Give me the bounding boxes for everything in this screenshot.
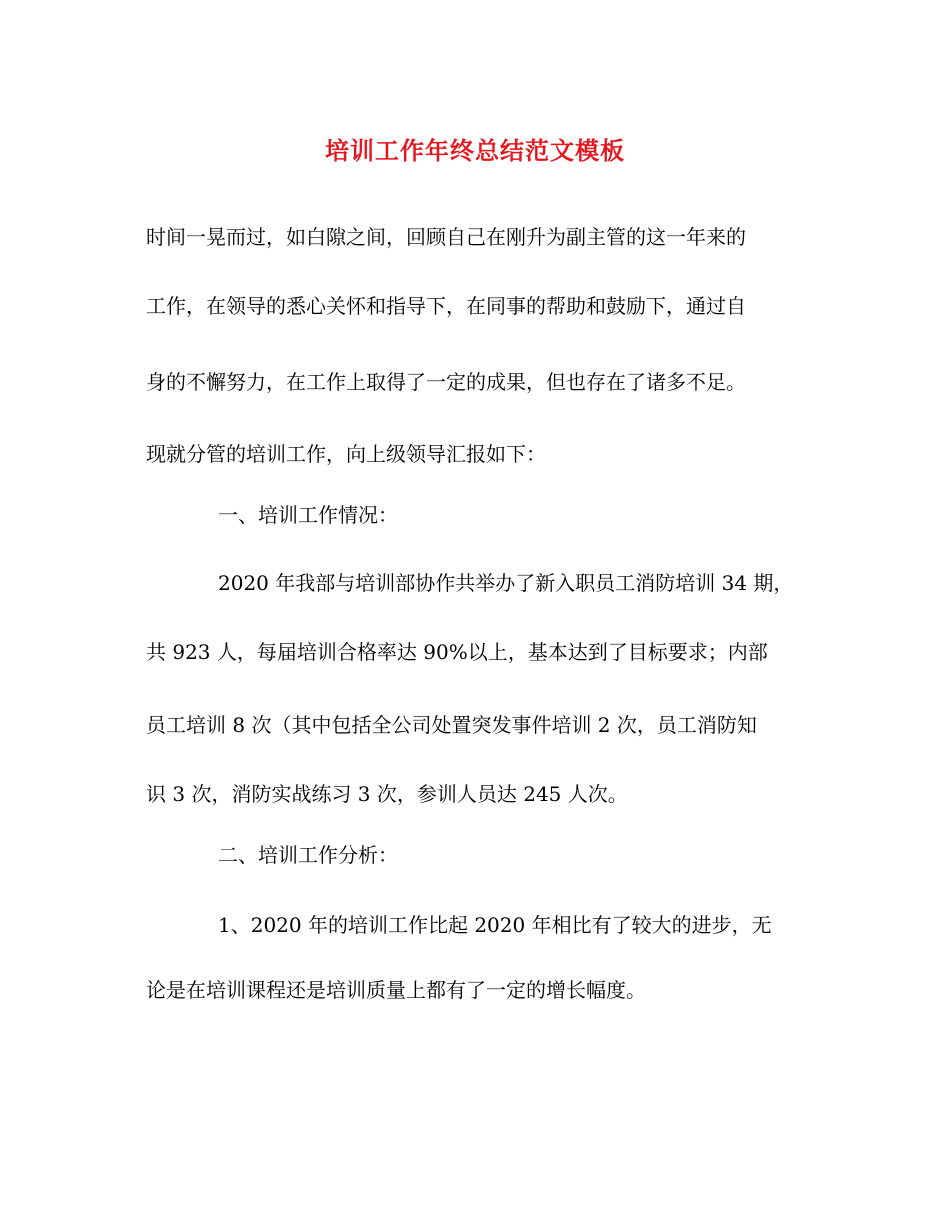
paragraph-line: 时间一晃而过，如白隙之间，回顾自己在刚升为副主管的这一年来的 <box>146 225 746 249</box>
document-title: 培训工作年终总结范文模板 <box>325 137 625 165</box>
paragraph-line: 1、2020 年的培训工作比起 2020 年相比有了较大的进步，无 <box>218 913 772 937</box>
paragraph-line: 员工培训 8 次（其中包括全公司处置突发事件培训 2 次，员工消防知 <box>146 713 757 737</box>
paragraph-line: 2020 年我部与培训部协作共举办了新入职员工消防培训 34 期， <box>218 571 794 595</box>
paragraph-line: 工作，在领导的悉心关怀和指导下，在同事的帮助和鼓励下，通过自 <box>146 294 746 318</box>
section-heading: 二、培训工作分析： <box>218 843 398 867</box>
paragraph-line: 识 3 次，消防实战练习 3 次，参训人员达 245 人次。 <box>146 782 628 806</box>
paragraph-line: 身的不懈努力，在工作上取得了一定的成果，但也存在了诸多不足。 <box>146 370 746 394</box>
paragraph-line: 论是在培训课程还是培训质量上都有了一定的增长幅度。 <box>146 978 646 1002</box>
paragraph-line: 现就分管的培训工作，向上级领导汇报如下： <box>146 442 546 466</box>
section-heading: 一、培训工作情况： <box>218 503 398 527</box>
paragraph-line: 共 923 人，每届培训合格率达 90%以上，基本达到了目标要求；内部 <box>146 640 768 664</box>
